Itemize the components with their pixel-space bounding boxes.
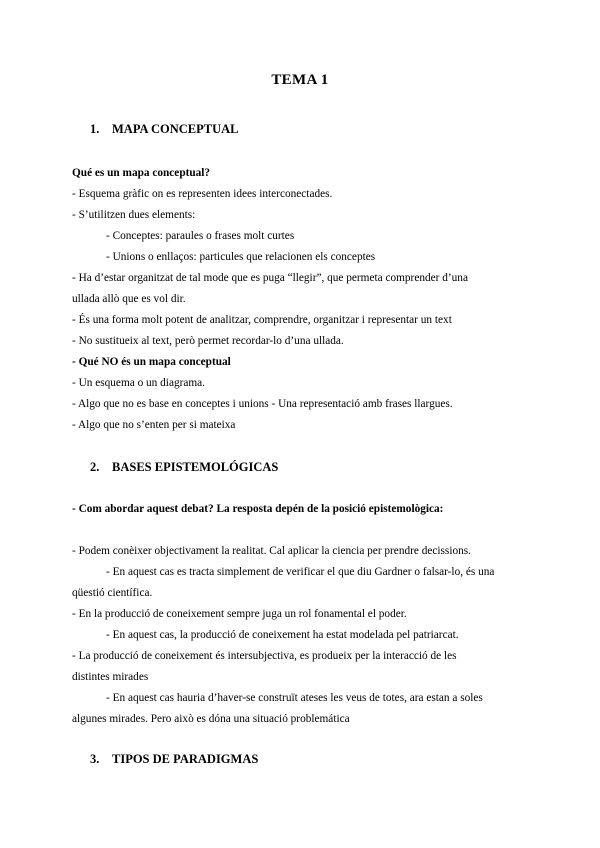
text-line: ullada allò que es vol dir. (72, 293, 186, 305)
text-line: - Un esquema o un diagrama. (72, 377, 206, 389)
text-line: - Qué NO és un mapa conceptual (72, 356, 231, 368)
text-line: - Unions o enllaços: particules que relacionen els conceptes (106, 251, 376, 263)
section-heading-1 (90, 122, 239, 137)
text-line: qüestió científica. (72, 587, 153, 599)
text-line: - Ha d’estar organitzat de tal mode que es puga “llegir”, que permeta comprender d’una (72, 272, 468, 284)
section-number: 2. (90, 460, 100, 474)
text-line: - Algo que no es base en conceptes i unions - Una representació amb frases llargues. (72, 398, 453, 410)
section-heading-2 (90, 460, 278, 475)
section1-question: Qué es un mapa conceptual? (72, 167, 211, 179)
text-line: - Conceptes: paraules o frases molt curtes (106, 230, 295, 242)
page-title: TEMA 1 (271, 72, 329, 88)
text-line: - Podem conèixer objectivament la realitat. Cal aplicar la ciencia per prendre decissions. (72, 545, 471, 557)
text-line: - S’utilitzen dues elements: (72, 209, 196, 221)
text-line: - La producció de coneixement és intersubjectiva, es produeix per la interacció de les (72, 650, 457, 662)
text-line: - En aquest cas, la producció de coneixement ha estat modelada pel patriarcat. (106, 629, 459, 641)
section-heading-3 (90, 752, 258, 767)
section-number: 1. (90, 122, 100, 136)
text-line: - Esquema gràfic on es representen idees interconectades. (72, 188, 333, 200)
section-title: TIPOS DE PARADIGMAS (112, 752, 259, 766)
text-line: distintes mirades (72, 671, 149, 683)
text-line: - És una forma molt potent de analitzar, comprendre, organitzar i representar un text (72, 314, 452, 326)
text-line: algunes mirades. Pero això es dóna una situació problemática (72, 713, 350, 725)
text-line: - En aquest cas es tracta simplement de verificar el que diu Gardner o falsar-lo, és una (106, 566, 495, 578)
text-line: - Algo que no s’enten per si mateixa (72, 419, 236, 431)
section-title: MAPA CONCEPTUAL (112, 122, 239, 136)
text-line: - En aquest cas hauria d’haver-se construït ateses les veus de totes, ara estan a soles (106, 692, 483, 704)
section-number: 3. (90, 752, 100, 766)
text-line: - En la producció de coneixement sempre juga un rol fonamental el poder. (72, 608, 407, 620)
text-line: - No sustitueix al text, però permet recordar-lo d’una ullada. (72, 335, 344, 347)
section2-question: - Com abordar aquest debat? La resposta depén de la posició epistemològica: (72, 503, 444, 515)
section-title: BASES EPISTEMOLÓGICAS (112, 460, 279, 474)
